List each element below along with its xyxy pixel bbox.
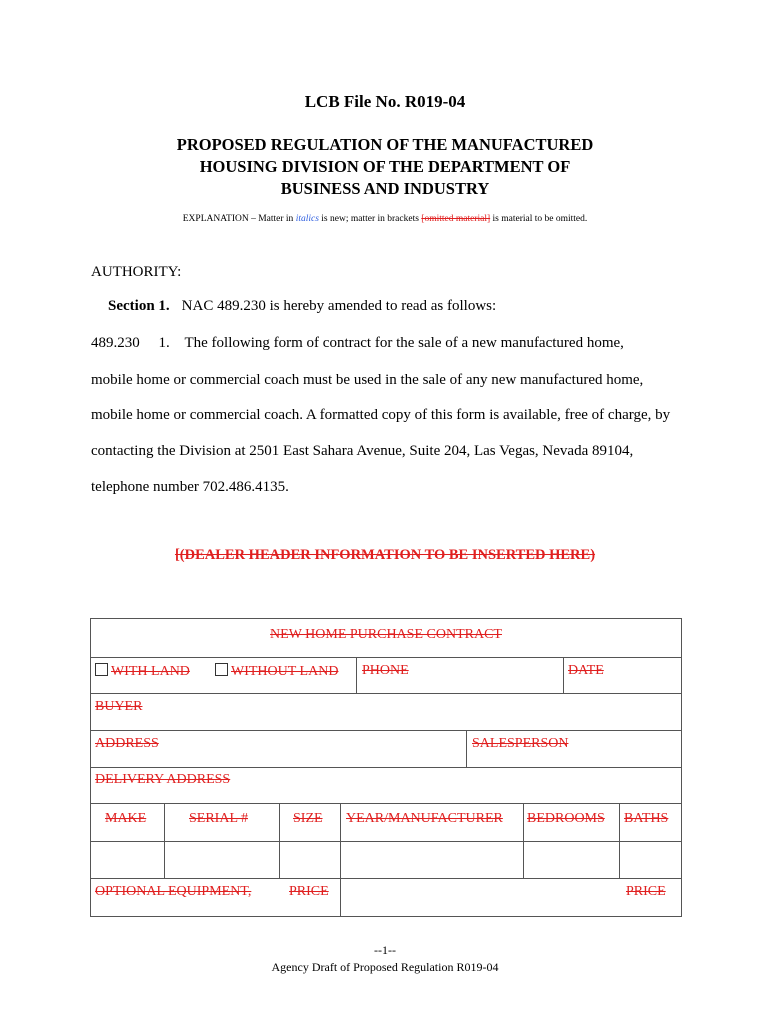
- body-line-4: contacting the Division at 2501 East Sahara Avenue, Suite 204, Las Vegas, Nevada 89104,: [91, 443, 634, 459]
- footer-text: Agency Draft of Proposed Regulation R019-04: [271, 960, 499, 974]
- form-rule: [91, 693, 681, 694]
- form-rule: [91, 657, 681, 658]
- form-rule: [91, 803, 681, 804]
- page-number: --1--: [374, 943, 396, 957]
- form-divider: [340, 803, 341, 916]
- form-divider: [164, 803, 165, 878]
- body-line-2: mobile home or commercial coach must be used in the sale of any new manufactured home,: [91, 372, 644, 388]
- form-rule: [91, 878, 681, 879]
- without-land-option[interactable]: [215, 663, 338, 680]
- explanation-prefix: EXPLANATION – Matter in: [182, 214, 296, 224]
- price-field-right[interactable]: PRICE: [626, 884, 666, 899]
- price-field[interactable]: PRICE: [289, 884, 329, 899]
- with-land-label: WITH LAND: [111, 664, 190, 679]
- address-field[interactable]: ADDRESS: [95, 736, 159, 751]
- salesperson-field[interactable]: SALESPERSON: [472, 736, 569, 751]
- make-header: MAKE: [105, 811, 147, 826]
- form-divider: [466, 730, 467, 767]
- body-line-3: mobile home or commercial coach. A formatted copy of this form is available, free of charge, by: [91, 407, 671, 423]
- baths-header: BATHS: [624, 811, 669, 826]
- file-number: LCB File No. R019-04: [304, 92, 466, 111]
- without-land-checkbox[interactable]: [215, 663, 228, 676]
- form-divider: [563, 657, 564, 693]
- serial-header: SERIAL #: [189, 811, 248, 826]
- title-line-1: PROPOSED REGULATION OF THE MANUFACTURED: [176, 135, 594, 154]
- phone-field[interactable]: PHONE: [362, 663, 409, 678]
- form-rule: [91, 730, 681, 731]
- buyer-field[interactable]: BUYER: [95, 699, 143, 714]
- form-rule: [91, 841, 681, 842]
- body-line-5: telephone number 702.486.4135.: [91, 479, 289, 495]
- form-title: NEW HOME PURCHASE CONTRACT: [270, 627, 502, 642]
- with-land-checkbox[interactable]: [95, 663, 108, 676]
- year-manufacturer-header: YEAR/MANUFACTURER: [346, 811, 503, 826]
- explanation-note: [0, 214, 770, 224]
- form-divider: [279, 803, 280, 878]
- section-text: NAC 489.230 is hereby amended to read as follows:: [181, 298, 497, 314]
- with-land-option[interactable]: [95, 663, 190, 680]
- date-field[interactable]: DATE: [568, 663, 604, 678]
- form-rule: [91, 767, 681, 768]
- authority-heading: AUTHORITY:: [91, 264, 182, 280]
- form-divider: [619, 803, 620, 878]
- section-heading: [108, 298, 496, 315]
- optional-equipment-field[interactable]: OPTIONAL EQUIPMENT,: [95, 884, 252, 899]
- form-divider: [356, 657, 357, 693]
- explanation-italic: italics: [295, 214, 319, 224]
- explanation-mid: is new; matter in brackets: [318, 214, 422, 224]
- size-header: SIZE: [293, 811, 323, 826]
- bedrooms-header: BEDROOMS: [527, 811, 605, 826]
- without-land-label: WITHOUT LAND: [231, 664, 339, 679]
- section-label: Section 1.: [108, 298, 170, 314]
- regulation-title: [0, 134, 770, 200]
- title-line-3: BUSINESS AND INDUSTRY: [280, 179, 490, 198]
- explanation-suffix: is material to be omitted.: [490, 214, 588, 224]
- title-line-2: HOUSING DIVISION OF THE DEPARTMENT OF: [199, 157, 571, 176]
- form-divider: [523, 803, 524, 878]
- explanation-omitted: [omitted material]: [421, 214, 491, 224]
- delivery-address-field[interactable]: DELIVERY ADDRESS: [95, 772, 231, 787]
- body-line-1: 489.230 1. The following form of contract for the sale of a new manufactured home,: [91, 335, 624, 351]
- purchase-contract-form: [90, 618, 682, 917]
- dealer-header-placeholder: [(DEALER HEADER INFORMATION TO BE INSERTED HERE): [174, 547, 596, 563]
